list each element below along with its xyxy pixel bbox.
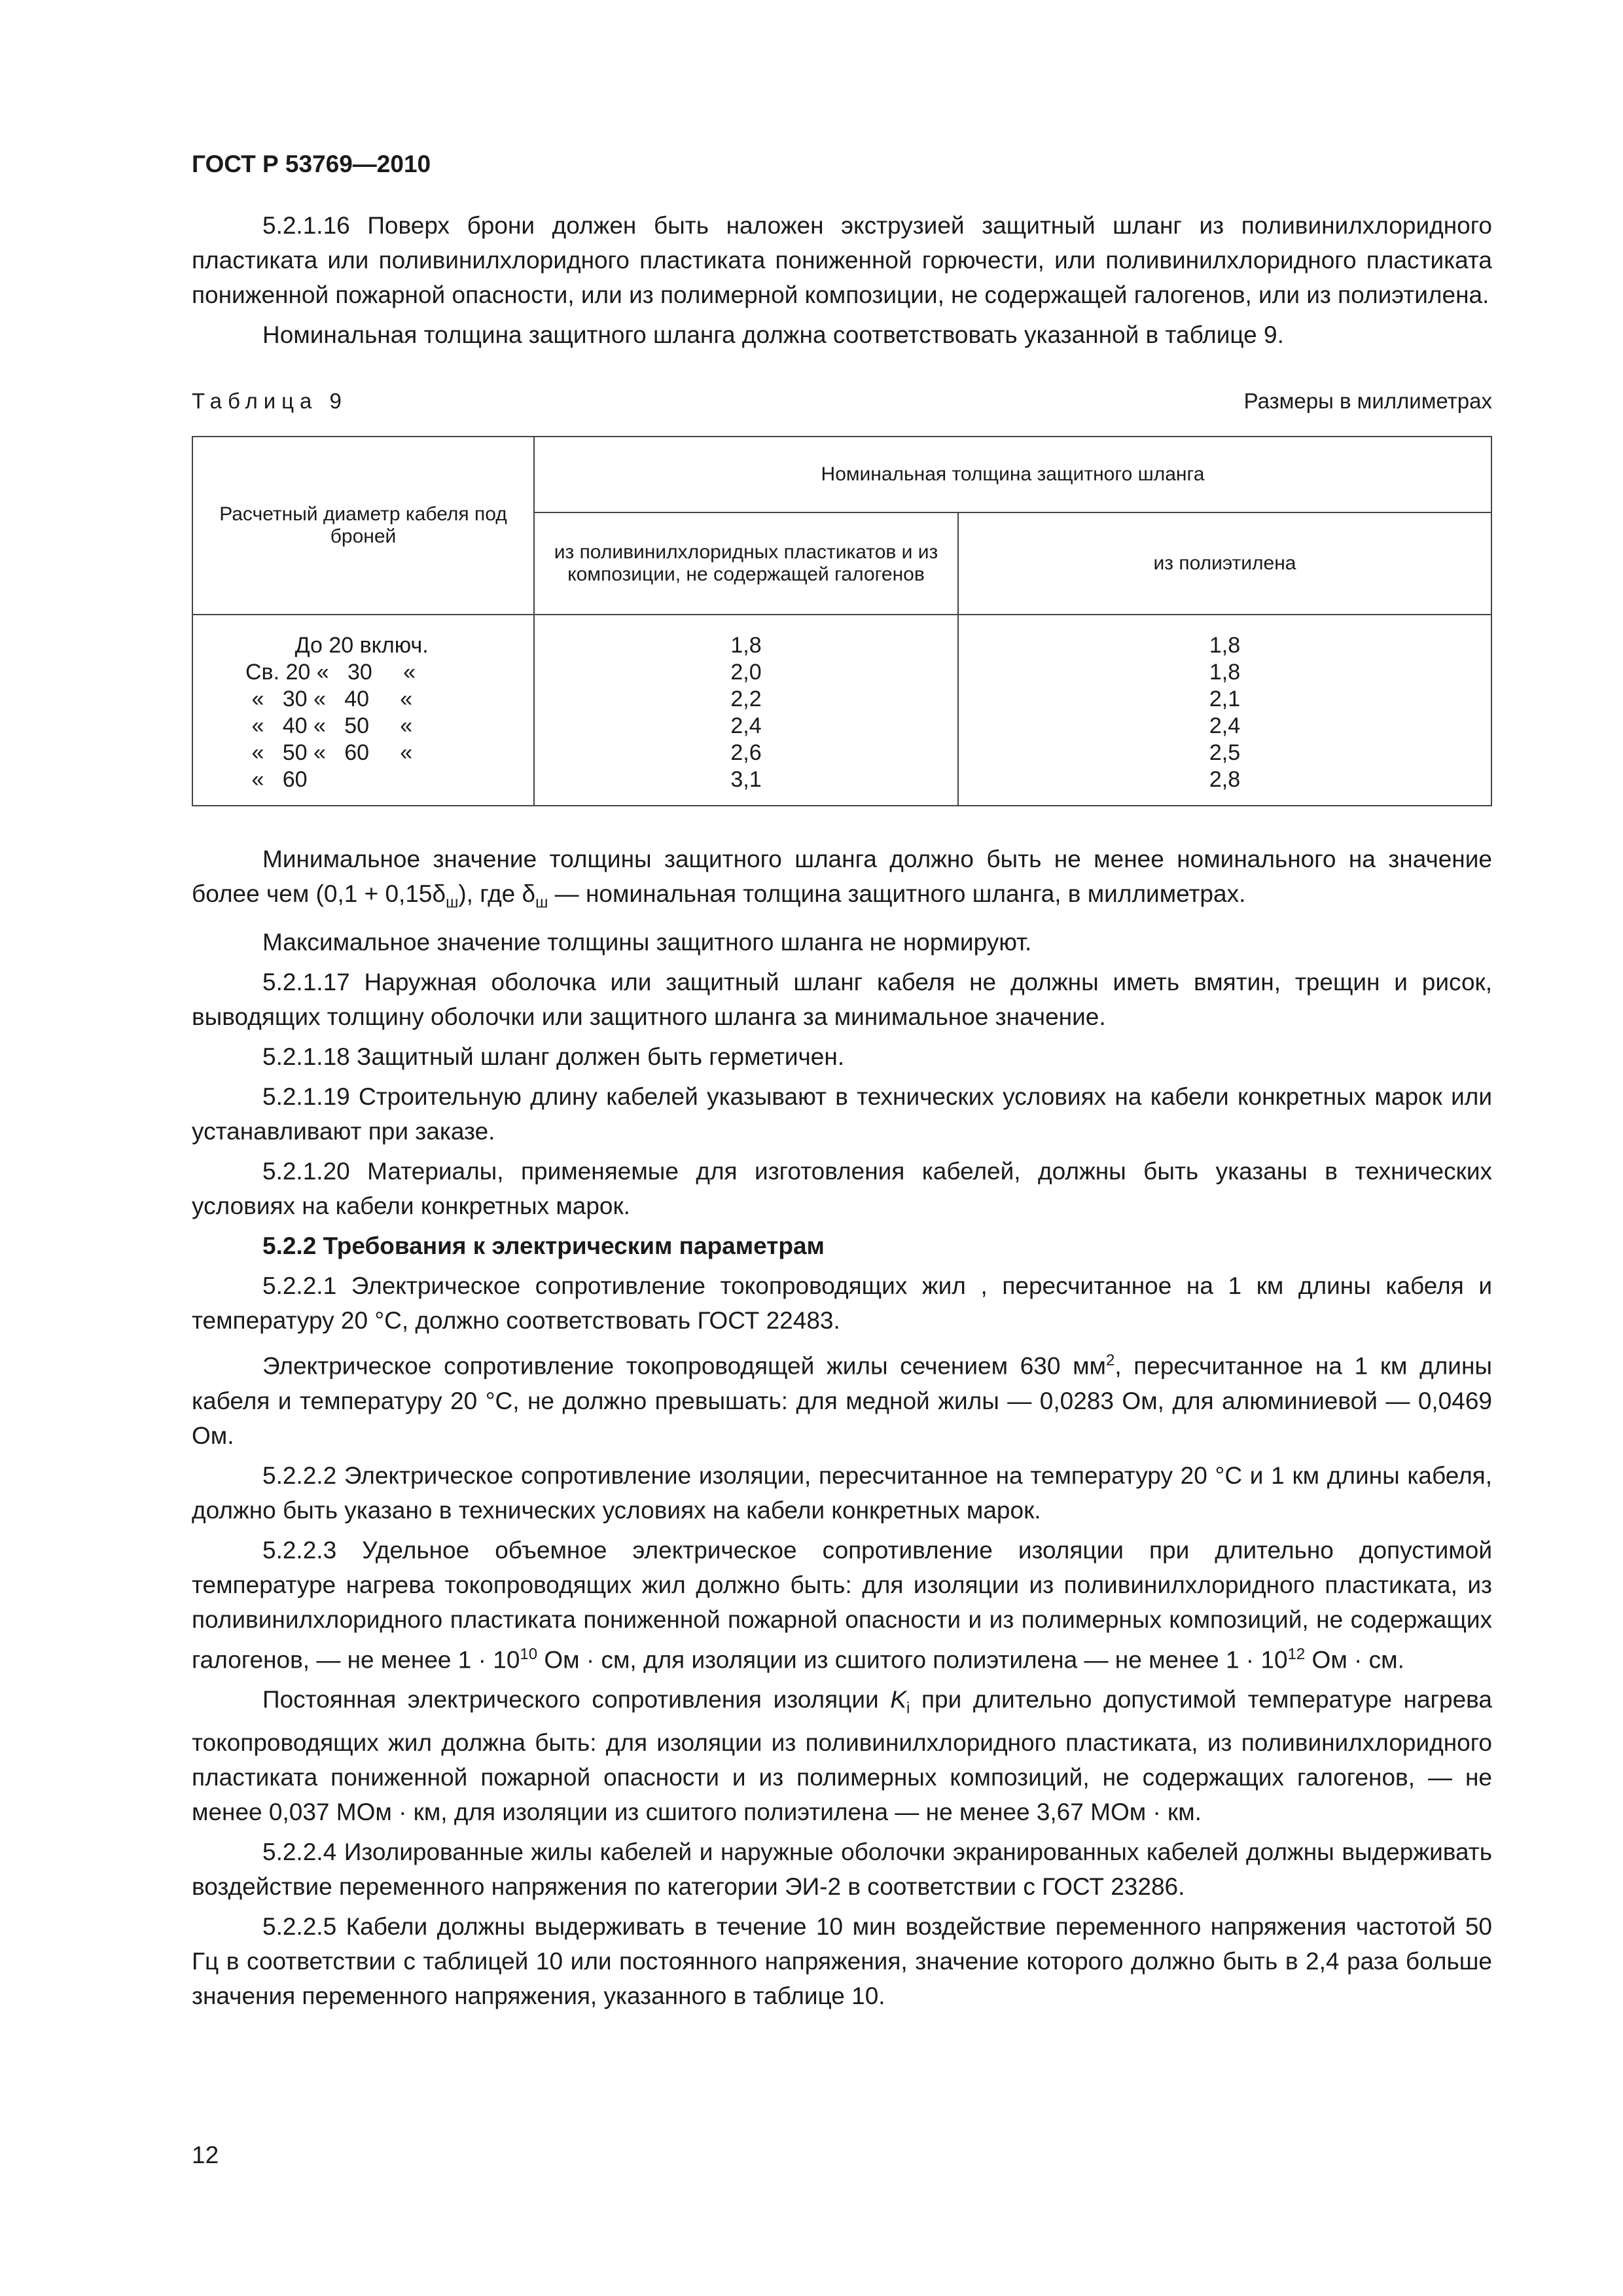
document-header: ГОСТ Р 53769—2010 <box>192 151 431 177</box>
table-cell: Св. 20 « 30 « <box>245 660 416 685</box>
table-cell: « 30 « 40 « <box>245 687 413 711</box>
paragraph-630-resistance <box>192 1343 1492 1452</box>
table-cell: 2,1 <box>1209 687 1241 711</box>
table-cell-pvc-values <box>534 615 958 806</box>
subscript: ш <box>446 893 459 912</box>
paragraph-5-2-2-3 <box>192 1533 1492 1677</box>
table-cell: « 60 <box>245 767 308 792</box>
table-cell: 2,4 <box>1209 713 1241 738</box>
page-number: 12 <box>192 2142 219 2168</box>
text-segment: , пересчитанное на 1 км длины кабеля и температуру 20 °С, не должно превышать: для медной жилы — 0,0283 Ом, для алюминиевой — 0,0469 Ом. <box>192 1352 1492 1449</box>
symbol-k: K <box>890 1686 907 1713</box>
table-cell-diameters <box>192 615 534 806</box>
table-caption <box>192 389 1492 414</box>
table-header-diameter: Расчетный диаметр кабеля под броней <box>192 437 534 615</box>
table-header-group: Номинальная толщина защитного шланга <box>534 437 1491 512</box>
text-segment: ), где δ <box>458 880 536 907</box>
paragraph-5-2-1-17: 5.2.1.17 Наружная оболочка или защитный шланг кабеля не должны иметь вмятин, трещин и рисок, выводящих толщину оболочки или защитного шланга за минимальное значение. <box>192 969 1492 1031</box>
table-cell: 2,4 <box>730 713 762 738</box>
text-segment: Постоянная электрического сопротивления изоляции <box>262 1686 891 1713</box>
table-cell: 2,6 <box>730 740 762 765</box>
table-cell: « 50 « 60 « <box>245 740 413 765</box>
table-cell: 2,2 <box>730 687 762 711</box>
superscript: 10 <box>520 1645 538 1663</box>
table-header-pe: из полиэтилена <box>958 512 1491 615</box>
text-segment: при длительно допустимой температуре нагрева токопроводящих жил должна быть: для изоляции из поливинилхлоридного пластиката, из поливинилхлоридного пластиката пониженной пожарной опасности и из полимерных композиций, не содержащих галогенов, — не менее 0,037 МОм · км, для изоляции из сшитого полиэтилена — не менее 3,67 МОм · км. <box>192 1686 1493 1826</box>
text-segment: Минимальное значение толщины защитного шланга должно быть не менее номинального на значение более чем (0,1 + 0,15δ <box>192 846 1492 907</box>
subscript: i <box>906 1699 910 1717</box>
text-segment: 5.2.2.3 Удельное объемное электрическое сопротивление изоляции при длительно допустимой температуре нагрева токопроводящих жил должно быть: для изоляции из поливинилхлоридного пластиката, из поливинилхлоридного пластиката пониженной пожарной опасности и из полимерных композиций, не содержащих галогенов, — не менее 1 · 10 <box>192 1536 1492 1674</box>
table-cell: 1,8 <box>1209 633 1241 658</box>
text-segment: Электрическое сопротивление токопроводящей жилы сечением 630 мм <box>262 1352 1106 1380</box>
table-cell-pe-values <box>958 615 1491 806</box>
table-cell: 2,0 <box>730 660 762 685</box>
paragraph-min-thickness <box>192 842 1492 920</box>
paragraph-5-2-2-2: 5.2.2.2 Электрическое сопротивление изоляции, пересчитанное на температуру 20 °С и 1 км длины кабеля, должно быть указано в технических условиях на кабели конкретных марок. <box>192 1462 1492 1524</box>
paragraph-nominal-thickness: Номинальная толщина защитного шланга должна соответствовать указанной в таблице 9. <box>262 321 1284 348</box>
table-cell: 1,8 <box>1209 660 1241 685</box>
paragraph-5-2-1-18: 5.2.1.18 Защитный шланг должен быть герметичен. <box>262 1043 845 1071</box>
table-cell: 1,8 <box>730 633 762 658</box>
subscript: ш <box>535 893 548 912</box>
paragraph-5-2-2-5: 5.2.2.5 Кабели должны выдерживать в течение 10 мин воздействие переменного напряжения частотой 50 Гц в соответствии с таблицей 10 или постоянного напряжения, значение которого должно быть в 2,4 раза больше значения переменного напряжения, указанного в таблице 10. <box>192 1913 1492 2010</box>
table-cell: « 40 « 50 « <box>245 713 413 738</box>
text-segment: Ом · см, для изоляции из сшитого полиэтилена — не менее 1 · 10 <box>537 1646 1288 1674</box>
table-label: Таблица 9 <box>192 389 348 413</box>
paragraph-5-2-1-20: 5.2.1.20 Материалы, применяемые для изготовления кабелей, должны быть указаны в технических условиях на кабели конкретных марок. <box>192 1158 1492 1220</box>
table-cell: 2,8 <box>1209 767 1241 792</box>
section-heading-5-2-2: 5.2.2 Требования к электрическим параметрам <box>262 1232 825 1260</box>
paragraph-5-2-2-1: 5.2.2.1 Электрическое сопротивление токопроводящих жил , пересчитанное на 1 км длины кабеля и температуру 20 °С, должно соответствовать ГОСТ 22483. <box>192 1272 1492 1335</box>
document-page <box>192 151 1492 2013</box>
paragraph-5-2-1-16: 5.2.1.16 Поверх брони должен быть наложен экструзией защитный шланг из поливинилхлоридного пластиката или поливинилхлоридного пластиката пониженной горючести, или поливинилхлоридного пластиката пониженной пожарной опасности, или из полимерной композиции, не содержащей галогенов, или из полиэтилена. <box>192 212 1492 308</box>
table-9 <box>192 436 1492 806</box>
table-cell: 2,5 <box>1209 740 1241 765</box>
paragraph-max-thickness: Максимальное значение толщины защитного шланга не нормируют. <box>262 929 1032 956</box>
text-segment: Ом · см. <box>1305 1646 1404 1674</box>
table-header-pvc: из поливинилхлоридных пластикатов и из композиции, не содержащей галогенов <box>534 512 958 615</box>
paragraph-5-2-1-19: 5.2.1.19 Строительную длину кабелей указывают в технических условиях на кабели конкретных марок или устанавливают при заказе. <box>192 1083 1492 1145</box>
table-cell: 3,1 <box>730 767 762 792</box>
table-units: Размеры в миллиметрах <box>1243 389 1492 413</box>
superscript: 2 <box>1106 1352 1115 1370</box>
paragraph-insulation-constant <box>192 1682 1492 1829</box>
table-row <box>192 615 1491 806</box>
table-cell: До 20 включ. <box>245 633 429 658</box>
text-segment: — номинальная толщина защитного шланга, в миллиметрах. <box>548 880 1246 907</box>
paragraph-5-2-2-4: 5.2.2.4 Изолированные жилы кабелей и наружные оболочки экранированных кабелей должны выдерживать воздействие переменного напряжения по категории ЭИ-2 в соответствии с ГОСТ 23286. <box>192 1839 1492 1901</box>
superscript: 12 <box>1287 1645 1306 1663</box>
